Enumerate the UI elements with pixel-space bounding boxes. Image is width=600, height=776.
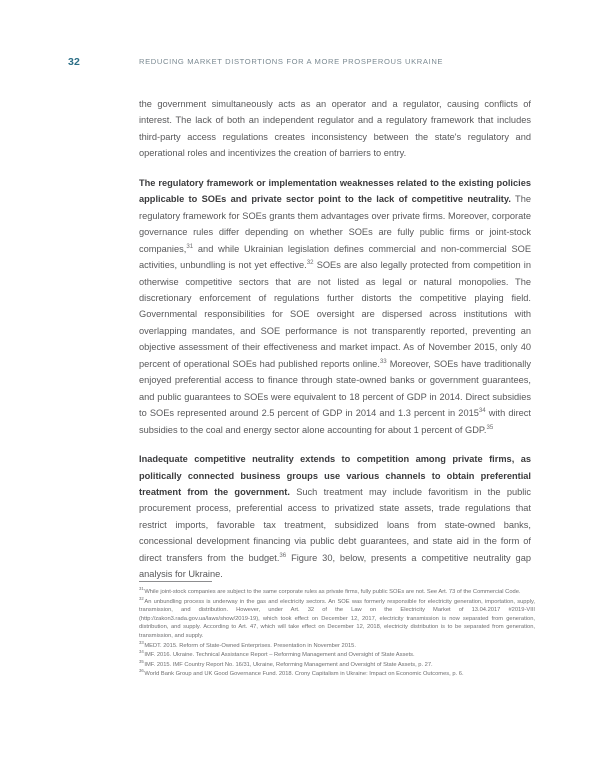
paragraph-3 (139, 451, 531, 583)
footnote-separator-rule (139, 581, 212, 582)
paragraph-1: the government simultaneously acts as an operator and a regulator, causing conflicts of interest. The lack of both an independent regulator and a regulatory framework that includes third-party access regulations creates inconsistency between the state's regulatory and operational roles and incentivizes the creation of barriers to entry. (139, 99, 531, 159)
running-title: REDUCING MARKET DISTORTIONS FOR A MORE PROSPEROUS UKRAINE (139, 57, 444, 66)
footnote-list (139, 588, 535, 680)
page-number: 32 (68, 56, 81, 68)
footnote-marker: 36 (139, 668, 144, 674)
running-head (0, 56, 600, 72)
footnote-item (139, 639, 535, 651)
footnote-marker: 31 (139, 586, 144, 592)
footnote-ref-36[interactable]: 36 (279, 551, 287, 559)
footnote-item (139, 588, 535, 597)
footnote-text: While joint-stock companies are subject to the same corporate rules as private firms, fully public SOEs are not. See Art. 73 of the Commercial Code. (144, 589, 521, 595)
footnote-marker: 33 (139, 639, 144, 645)
footnote-item (139, 595, 535, 641)
footnote-marker: 32 (139, 595, 144, 601)
paragraph-2-text-e: with direct subsidies to the coal and energy sector alone accounting for about 1 percent of GDP. (139, 408, 531, 435)
footnote-ref-32[interactable]: 32 (306, 259, 314, 266)
footnote-marker: 34 (139, 649, 144, 655)
paragraph-2-text-d: Moreover, SOEs have traditionally enjoyed preferential access to finance through state-owned banks or government guarantees, and public guarantees to SOEs were equivalent to 18 percent of GDP in 2014. Direct subsidies to SOEs represented around 2.5 percent of GDP in 2014 and 1.3 percent in 2015 (139, 358, 531, 419)
footnote-ref-35[interactable]: 35 (486, 423, 494, 431)
footnote-ref-31[interactable]: 31 (186, 242, 194, 250)
footnote-text: An unbundling process is underway in the gas and electricity sectors. An SOE was formerly responsible for electricity generation, importation, supply, transmission, and distribution. However, under Art. 32 of the Law on the Electricity Market of 13.04.2017 #2019-VIII (http://zakon3.rada.gov.ua/laws/show/2019-19), which took effect on December 12, 2017, electricity transmission is now separated from generation, distribution, and supply. According to Art. 47, which will take effect on December 12, 2018, electricity distribution is to be separated from generation, transmission, and supply. (139, 598, 535, 639)
paragraph-3-text-b: Figure 30, below, presents a competitive neutrality gap analysis for Ukraine. (139, 552, 531, 580)
footnote-item (139, 651, 535, 660)
paragraph-2-text-a: The regulatory framework for SOEs grants them advantages over private firms. Moreover, corporate governance rules differ depending on whether SOEs are fully public firms or joint-stock companies, (139, 194, 531, 254)
paragraph-2 (139, 175, 531, 438)
body-text-column (139, 96, 531, 583)
footnote-text: World Bank Group and UK Good Governance Fund. 2018. Crony Capitalism in Ukraine: Impact on Economic Outcomes, p. 6. (144, 671, 464, 678)
paragraph-2-text-c: SOEs are also legally protected from competition in otherwise competitive sectors that are not listed as legal or natural monopolies. The discretionary enforcement of regulations further distorts the competitive playing field. Governmental responsibilities for SOE oversight are dispersed across institutions with overlapping mandates, and SOE performance is not transparently reported, preventing an objective assessment of their effectiveness and market impact. As of November 2015, only 40 percent of operational SOEs had published reports online. (139, 260, 531, 369)
footnote-marker: 35 (139, 658, 144, 664)
footnote-text: IMF. 2015. IMF Country Report No. 16/31, Ukraine, Reforming Management and Oversight of State Assets, p. 27. (144, 661, 433, 668)
footnote-text: IMF. 2016. Ukraine. Technical Assistance Report – Reforming Management and Oversight of State Assets. (144, 652, 415, 659)
paragraph-3-lead: Inadequate competitive neutrality extends to competition among private firms, as politically connected business groups use various channels to obtain preferential treatment from the government. (139, 454, 531, 497)
footnote-item (139, 670, 535, 679)
paragraph-3-text-a: Such treatment may include favoritism in the public procurement process, preferential access to privatized state assets, trade regulations that restrict imports, favorable tax treatment, subsidized loans from state-owned banks, concessional development financing via public debt guarantees, and state aid in the form of direct transfers from the budget. (139, 486, 531, 563)
footnote-text: MEDT. 2015. Reform of State-Owned Enterprises. Presentation in November 2015. (144, 642, 356, 649)
footnote-item (139, 658, 535, 670)
footnote-ref-33[interactable]: 33 (379, 357, 387, 365)
footnote-ref-34[interactable]: 34 (478, 407, 486, 415)
paragraph-2-text-b: and while Ukrainian legislation defines commercial and non-commercial SOE activities, unbundling is not yet effective. (139, 243, 531, 271)
paragraph-2-lead: The regulatory framework or implementation weaknesses related to the existing policies applicable to SOEs and private sector point to the lack of competitive neutrality. (139, 177, 531, 205)
